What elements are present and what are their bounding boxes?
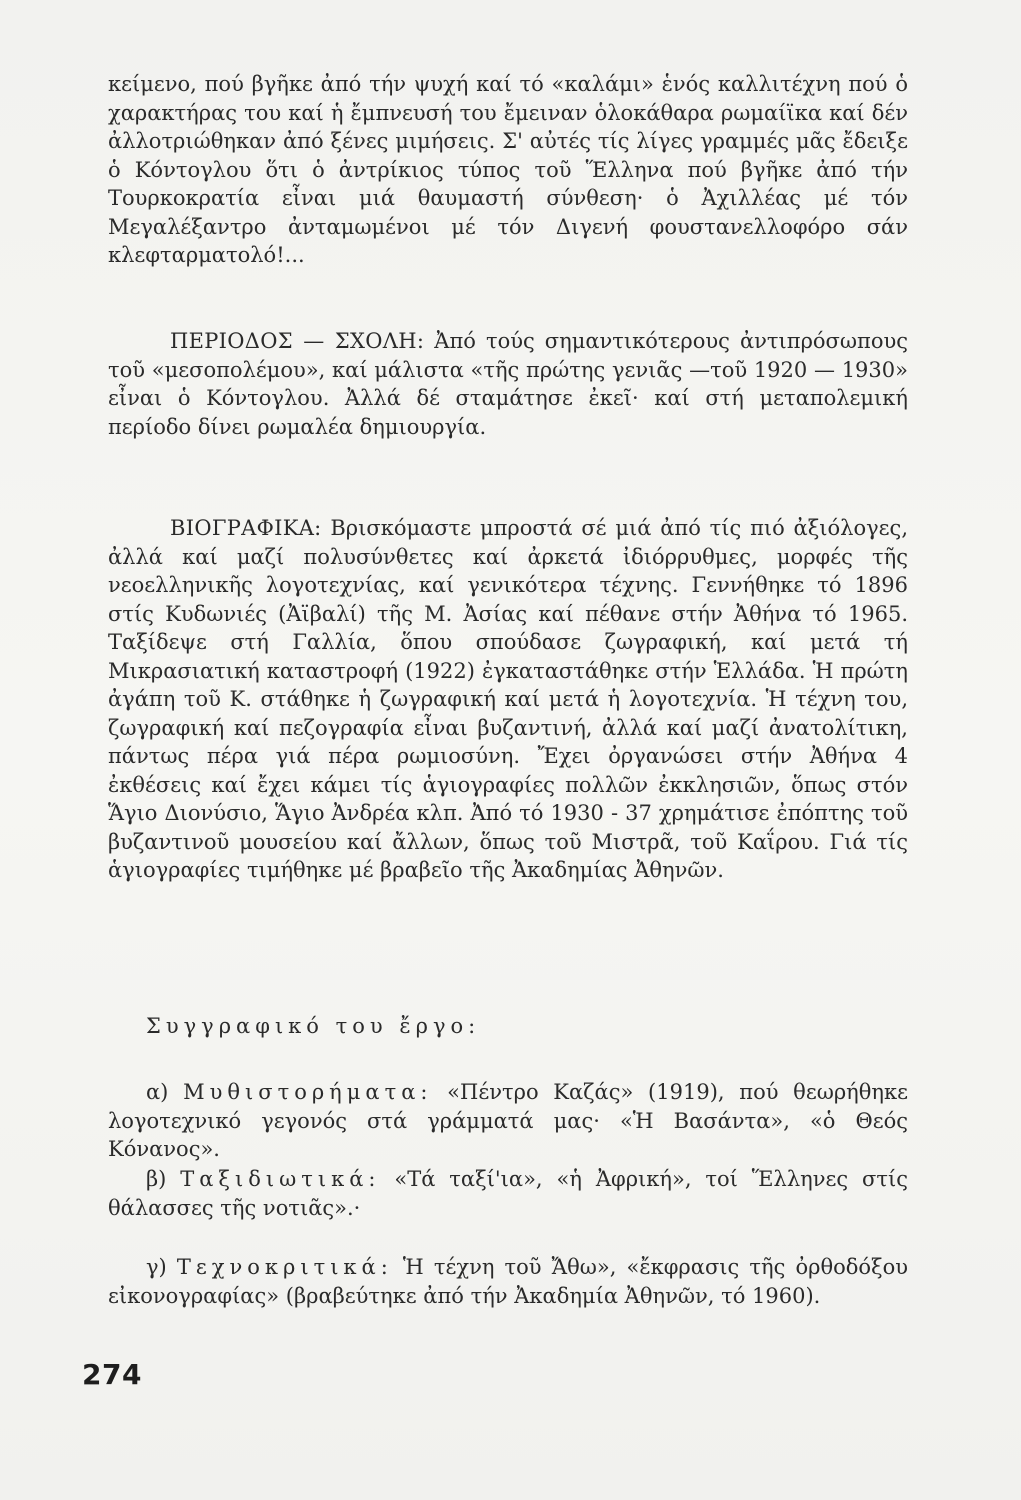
period-heading: ΠΕΡΙΟΔΟΣ — ΣΧΟΛΗ:: [170, 329, 425, 353]
works-heading-line: [108, 1012, 908, 1041]
works-heading: Συγγραφικό του ἔργο:: [146, 1014, 481, 1038]
work-item-travel: [108, 1165, 908, 1222]
work-item-art-criticism: [108, 1253, 908, 1310]
work-a-text: «Πέντρο Καζάς» (1919), πού θεωρήθηκε λογοτεχνικό γεγονός στά γράμματά μας· «Ἡ Βασάντα», «ὁ Θεός Κόνανος».: [108, 1080, 908, 1161]
work-c-label: Τεχνοκριτικά:: [176, 1255, 393, 1279]
work-item-novels: [108, 1078, 908, 1164]
period-school-paragraph: [108, 327, 908, 441]
biography-heading: ΒΙΟΓΡΑΦΙΚΑ:: [170, 516, 322, 540]
intro-text: κείμενο, πού βγῆκε ἀπό τήν ψυχή καί τό «καλάμι» ἑνός καλλιτέχνη πού ὁ χαρακτήρας του καί ἡ ἔμπνευσή του ἔμειναν ὁλοκάθαρα ρωμαίϊκα καί δέν ἀλλοτριώθηκαν ἀπό ξένες μιμήσεις. Σ' αὐτές τίς λίγες γραμμές μᾶς ἔδειξε ὁ Κόντογλου ὅτι ὁ ἀντρίκιος τύπος τοῦ Ἕλληνα πού βγῆκε ἀπό τήν Τουρκοκρατία εἶναι μιά θαυμαστή σύνθεση· ὁ Ἀχιλλέας μέ τόν Μεγαλέξαντρο ἀνταμωμένοι μέ τόν Διγενή φουστανελλοφόρο σάν κλεφταρματολό!...: [108, 72, 908, 267]
work-b-marker: β): [146, 1167, 181, 1191]
work-c-text: Ἡ τέχνη τοῦ Ἄθω», «ἔκφρασις τῆς ὀρθοδόξου εἰκονογραφίας» (βραβεύτηκε ἀπό τήν Ἀκαδημία Ἀθηνῶν, τό 1960).: [108, 1255, 908, 1308]
work-c-marker: γ): [146, 1255, 177, 1279]
biography-paragraph: [108, 514, 908, 885]
work-b-text: «Τά ταξί'ια», «ἡ Ἀφρική», τοί Ἕλληνες στίς θάλασσες τῆς νοτιᾶς».·: [108, 1167, 908, 1220]
work-a-label: Μυθιστορήματα:: [183, 1080, 433, 1104]
period-text: Ἀπό τούς σημαντικότερους ἀντιπρόσωπους τοῦ «μεσοπολέμου», καί μάλιστα «τῆς πρώτης γενιᾶς —τοῦ 1920 — 1930» εἶναι ὁ Κόντογλου. Ἀλλά δέ σταμάτησε ἐκεῖ· καί στή μεταπολεμική περίοδο δίνει ρωμαλέα δημιουργία.: [108, 329, 908, 439]
work-a-marker: α): [146, 1080, 184, 1104]
biography-text: Βρισκόμαστε μπροστά σέ μιά ἀπό τίς πιό ἀξιόλογες, ἀλλά καί μαζί πολυσύνθετες καί ἀρκετά ἰδιόρρυθμες, μορφές τῆς νεοελληνικῆς λογοτεχνίας, καί γενικότερα τέχνης. Γεννήθηκε τό 1896 στίς Κυδωνιές (Ἀϊβαλί) τῆς Μ. Ἀσίας καί πέθανε στήν Ἀθήνα τό 1965. Ταξίδεψε στή Γαλλία, ὅπου σπούδασε ζωγραφική, καί μετά τή Μικρασιατική καταστροφή (1922) ἐγκαταστάθηκε στήν Ἑλλάδα. Ἡ πρώτη ἀγάπη τοῦ Κ. στάθηκε ἡ ζωγραφική καί μετά ἡ λογοτεχνία. Ἡ τέχνη του, ζωγραφική καί πεζογραφία εἶναι βυζαντινή, ἀλλά καί μαζί ἀνατολίτικη, πάντως πέρα γιά πέρα ρωμιοσύνη. Ἔχει ὀργανώσει στήν Ἀθήνα 4 ἐκθέσεις καί ἔχει κάμει τίς ἁγιογραφίες πολλῶν ἐκκλησιῶν, ὅπως στόν Ἅγιο Διονύσιο, Ἅγιο Ἀνδρέα κλπ. Ἀπό τό 1930 - 37 χρημάτισε ἐπόπτης τοῦ βυζαντινοῦ μουσείου καί ἄλλων, ὅπως τοῦ Μιστρᾶ, τοῦ Καΐρου. Γιά τίς ἁγιογραφίες τιμήθηκε μέ βραβεῖο τῆς Ἀκαδημίας Ἀθηνῶν.: [108, 516, 908, 882]
work-b-label: Ταξιδιωτικά:: [180, 1167, 381, 1191]
page-number: 274: [82, 1358, 142, 1391]
intro-paragraph: [108, 70, 908, 270]
